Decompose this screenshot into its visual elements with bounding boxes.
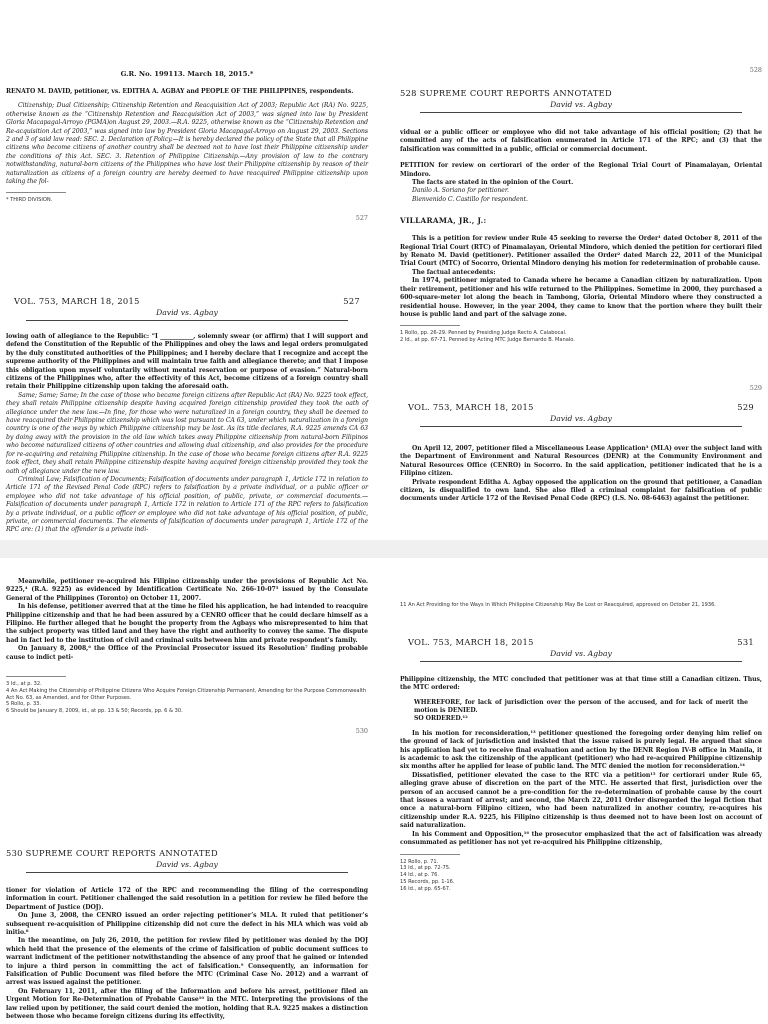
- page-number: 529: [737, 402, 754, 412]
- page-529: [400, 384, 762, 504]
- paragraph: Philippine citizenship, the MTC concluded that petitioner was at that time still a Canadian citizen. Thus, the MTC ordered:: [400, 675, 762, 692]
- counsel-respondent: Bienvenido C. Castillo for respondent.: [412, 195, 528, 203]
- page-527-bottom: [6, 296, 368, 535]
- footnote: 3 Id., at p. 32.: [6, 681, 42, 688]
- paragraph: In 1974, petitioner migrated to Canada where he became a Canadian citizen by naturalization. Upon their retirement, petitioner and his wife returned to the Philippines. Sometime in 2000, they purchased a 600-square-meter lot along the beach in Tambong, Gloria, Oriental Mindoro where they constructed a residential house. However, in the year 2004, they came to know that the portion where they built their house is public land and part of the salvage zone.: [400, 277, 762, 318]
- so-ordered: SO ORDERED.¹²: [414, 715, 468, 723]
- footnote-rule: [6, 676, 66, 677]
- footnote: 2 Id., at pp. 67-71. Penned by Acting MTC Judge Bernardo B. Manalo.: [400, 337, 575, 344]
- paragraph: On June 3, 2008, the CENRO issued an order rejecting petitioner’s MLA. It ruled that petitioner’s subsequent re-acquisition of Philippine citizenship did not cure the defect in his MLA which was void ab initio.⁸: [6, 912, 368, 937]
- paragraph: In his motion for reconsideration,¹³ petitioner questioned the foregoing order denying him relief on the ground of lack of jurisdiction and insisted that the issue raised is purely legal. He argued that since his application had yet to receive final evaluation and action by the DENR Region IV-B office in Manila, it is academic to ask the citizenship of the applicant (petitioner) who had re-acquired Philippine citizenship six months after he applied for lease of public land. The MTC denied the motion for reconsideration.¹⁴: [400, 729, 762, 771]
- footnote: 12 Rollo, p. 71.: [400, 858, 439, 865]
- running-head: [6, 296, 368, 306]
- paragraph: On April 12, 2007, petitioner filed a Miscellaneous Lease Application³ (MLA) over the subject land with the Department of Environment and Natural Resources (DENR) at the Community Environment and Natural Resources Office (CENRO) in Socorro. In the said application, petitioner indicated that he is a Filipino citizen.: [400, 445, 762, 478]
- ponente: VILLARAMA, JR., J.:: [400, 216, 487, 226]
- case-short-title: David vs. Agbay: [26, 860, 348, 873]
- case-short-title: David vs. Agbay: [420, 414, 742, 427]
- footnote: 13 Id., at pp. 72-75.: [400, 865, 451, 872]
- volume-label: VOL. 753, MARCH 18, 2015: [408, 402, 534, 412]
- page-531: [400, 602, 762, 893]
- paragraph: lowing oath of allegiance to the Republic: “I ___________, solemnly swear (or affirm) that I will support and defend the Constitution of the Republic of the Philippines and obey the laws and legal orders promulgated by the duly constituted authorities of the Philippines; and I hereby declare that I recognize and accept the supreme authority of the Philippines and will maintain true faith and allegiance thereto; and that I impose this obligation upon myself voluntarily without mental reservation or purpose of evasion.” Natural-born citizens of the Philippines who, after the effectivity of this Act, become citizens of a foreign country shall retain their Philippine citizenship upon taking the aforesaid oath.: [6, 333, 368, 391]
- page-529-continued: [6, 578, 368, 735]
- footnote: * THIRD DIVISION.: [6, 197, 53, 204]
- syllabus-text: Citizenship; Dual Citizenship; Citizenship Retention and Reacquisition Act of 2003; Republic Act (RA) No. 9225, otherwise known as the “Citizenship Retention and Reacquisition Act of 2003,” was signed into law by President Gloria Macapagal-Arroyo (PGMA)on August 29, 2003.—R.A. 9225, otherwise known as the “Citizenship Retention and Re-acquisition Act of 2003,” was signed into law by President Gloria Macapagal-Arroyo on August 29, 2003. Sections 2 and 3 of said law read: SEC. 2. Declaration of Policy.—It is hereby declared the policy of the State that all Philippine citizens who become citizens of another country shall be deemed not to have lost their Philippine citizenship under the conditions of this Act. SEC. 3. Retention of Philippine Citizenship.—Any provision of law to the contrary notwithstanding, natural-born citizens of the Philippines who have lost their Philippine citizenship by reason of their naturalization as citizens of a foreign country are hereby deemed to have reacquired Philippine citizenship upon taking the fol-: [6, 102, 368, 186]
- page-number: 527: [343, 296, 360, 306]
- footnote-rule: [400, 854, 460, 855]
- page-gap: [0, 540, 768, 558]
- paragraph: Dissatisfied, petitioner elevated the case to the RTC via a petition¹⁵ for certiorari under Rule 65, alleging grave abuse of discretion on the part of the MTC. He asserted that first, jurisdiction over the person of an accused cannot be a pre-condition for the re-determination of probable cause by the court that issues a warrant of arrest; and second, the March 22, 2011 Order disregarded the legal fiction that once a natural-born Filipino citizen, who had been naturalized in another country, re-acquires his citizenship under R.A. 9225, his Filipino citizenship is thus deemed not to have been lost on account of said naturalization.: [400, 771, 762, 830]
- running-head: [400, 402, 762, 412]
- page-number: 530: [355, 727, 368, 736]
- page-number: 527: [355, 214, 368, 223]
- facts-text: The facts are stated in the opinion of the Court.: [412, 179, 574, 187]
- footnote: 4 An Act Making the Citizenship of Philippine Citizens Who Acquire Foreign Citizenship Permanent, Amending for the Purpose Commonwealth Act No. 63, as Amended, and for Other Purposes.: [6, 687, 367, 701]
- case-short-title: David vs. Agbay: [420, 649, 742, 662]
- footnote-rule: [400, 325, 460, 326]
- footnote-rule: [6, 192, 66, 193]
- footnote: 11 An Act Providing for the Ways in Which Philippine Citizenship May Be Lost or Reacquired, approved on October 21, 1936.: [400, 602, 716, 608]
- petition-text: PETITION for review on certiorari of the order of the Regional Trial Court of Pinamalayan, Oriental Mindoro.: [400, 162, 762, 178]
- page-527-top: [6, 70, 368, 222]
- running-head: 530 SUPREME COURT REPORTS ANNOTATED: [6, 848, 218, 858]
- case-short-title: David vs. Agbay: [26, 308, 348, 321]
- page-530: [6, 848, 368, 1022]
- page-number: 528: [749, 66, 762, 74]
- paragraph: Criminal Law; Falsification of Documents; Falsification of documents under paragraph 1, Article 172 in relation to Article 171 of the Revised Penal Code (RPC) refers to falsification by a private individual, or a public officer or employee who did not take advantage of his official position, of public, private, or commercial documents.—Falsification of documents under paragraph 1, Article 172 in relation to Article 171 of the RPC refers to falsification by a private individual, or a public officer or employee who did not take advantage of his official position, of public, private, or commercial documents. The elements of falsification of documents under paragraph 1, Article 172 of the RPC are: (1) that the offender is a private indi-: [6, 475, 368, 534]
- footnote: 1 Rollo, pp. 26-29. Penned by Presiding Judge Recto A. Calabocal.: [400, 330, 567, 337]
- running-head: 528 SUPREME COURT REPORTS ANNOTATED: [400, 88, 612, 98]
- counsel-petitioner: Danilo A. Soriano for petitioner.: [412, 187, 509, 195]
- running-head: [400, 637, 762, 647]
- footnote: 16 Id., at pp. 65-67.: [400, 885, 451, 892]
- page-528: [400, 66, 762, 344]
- paragraph: In the meantime, on July 26, 2010, the petition for review filed by petitioner was denied by the DOJ which held that the presence of the elements of the crime of falsification of public document suffices to warrant indictment of the petitioner notwithstanding the absence of any proof that he gained or intended to injure a third person in committing the act of falsification.⁹ Consequently, an information for Falsification of Public Document was filed before the MTC (Criminal Case No. 2012) and a warrant of arrest was issued against the petitioner.: [6, 937, 368, 987]
- paragraph: This is a petition for review under Rule 45 seeking to reverse the Order¹ dated October 8, 2011 of the Regional Trial Court (RTC) of Pinamalayan, Oriental Mindoro, which denied the petition for certiorari filed by Renato M. David (petitioner). Petitioner assailed the Order² dated March 22, 2011 of the Municipal Trial Court (MTC) of Socorro, Oriental Mindoro denying his motion for redetermination of probable cause.: [400, 235, 762, 268]
- paragraph: In his Comment and Opposition,¹⁶ the prosecutor emphasized that the act of falsification was already consummated as petitioner has not yet re-acquired his Philippine citizenship,: [400, 830, 762, 847]
- paragraph: tioner for violation of Article 172 of the RPC and recommending the filing of the corresponding information in court. Petitioner challenged the said resolution in a petition for review he filed before the Department of Justice (DOJ).: [6, 887, 368, 911]
- footnote: 14 Id., at p. 76.: [400, 872, 440, 879]
- paragraph: The factual antecedents:: [412, 268, 496, 276]
- paragraph: vidual or a public officer or employee who did not take advantage of his official position; (2) that he committed any of the acts of falsification enumerated in Article 171 of the RPC; and (3) that the falsification was committed in a public, official or commercial document.: [400, 129, 762, 153]
- volume-label: VOL. 753, MARCH 18, 2015: [14, 296, 140, 306]
- footnote: 6 Should be January 8, 2009, id., at pp. 13 & 50; Records, pp. 6 & 30.: [6, 708, 183, 715]
- paragraph: Meanwhile, petitioner re-acquired his Filipino citizenship under the provisions of Republic Act No. 9225,⁴ (R.A. 9225) as evidenced by Identification Certificate No. 266-10-07⁵ issued by the Consulate General of the Philippines (Toronto) on October 11, 2007.: [6, 578, 368, 602]
- case-parties: RENATO M. DAVID, petitioner, vs. EDITHA A. AGBAY and PEOPLE OF THE PHILIPPINES, respondents.: [6, 88, 354, 95]
- dispositive-quote: WHEREFORE, for lack of jurisdiction over the person of the accused, and for lack of merit the motion is DENIED.: [414, 698, 748, 715]
- paragraph: Same; Same; Same; In the case of those who became foreign citizens after Republic Act (RA) No. 9225 took effect, they shall retain Philippine citizenship despite having acquired foreign citizenship provided they took the oath of allegiance under the new law.—In fine, for those who were naturalized in a foreign country, they shall be deemed to have reacquired their Philippine citizenship which was lost pursuant to CA 63, under which naturalization in a foreign country is one of the ways by which Philippine citizenship may be lost. As its title declares, R.A. 9225 amends CA 63 by doing away with the provision in the old law which takes away Philippine citizenship from natural-born Filipinos who become naturalized citizens of other countries and allowing dual citizenship, and also provides for the procedure for re-acquiring and retaining Philippine citizenship. In the case of those who became foreign citizens after R.A. 9225 took effect, they shall retain Philippine citizenship despite having acquired foreign citizenship provided they took the oath of allegiance under the new law.: [6, 391, 368, 475]
- footnote: 5 Rollo, p. 33.: [6, 701, 42, 708]
- paragraph: On February 11, 2011, after the filing of the Information and before his arrest, petitioner filed an Urgent Motion for Re-Determination of Probable Cause¹⁰ in the MTC. Interpreting the provisions of the law relied upon by petitioner, the said court denied the motion, holding that R.A. 9225 makes a distinction between those who became foreign citizens during its effectivity,: [6, 987, 368, 1021]
- paragraph: In his defense, petitioner averred that at the time he filed his application, he had intended to reacquire Philippine citizenship and that he had been assured by a CENRO officer that he could declare himself as a Filipino. He further alleged that he bought the property from the Agbays who misrepresented to him that the subject property was titled land and they have the right and authority to convey the same. The dispute had in fact led to the institution of civil and criminal suits between him and private respondent’s family.: [6, 603, 368, 644]
- footnote: 15 Records, pp. 1-16.: [400, 878, 455, 885]
- case-title: G.R. No. 199113. March 18, 2015.*: [120, 70, 254, 78]
- page-number: 531: [737, 636, 754, 647]
- paragraph: Private respondent Editha A. Agbay opposed the application on the ground that petitioner, a Canadian citizen, is disqualified to own land. She also filed a criminal complaint for falsification of public documents under Article 172 of the Revised Penal Code (RPC) (I.S. No. 08-6463) against the petitioner.: [400, 478, 762, 503]
- volume-label: VOL. 753, MARCH 18, 2015: [408, 636, 534, 647]
- paragraph: On January 8, 2008,⁶ the Office of the Provincial Prosecutor issued its Resolution⁷ finding probable cause to indict peti-: [6, 645, 368, 661]
- page-number: 529: [749, 384, 762, 392]
- case-short-title: David vs. Agbay: [420, 100, 742, 113]
